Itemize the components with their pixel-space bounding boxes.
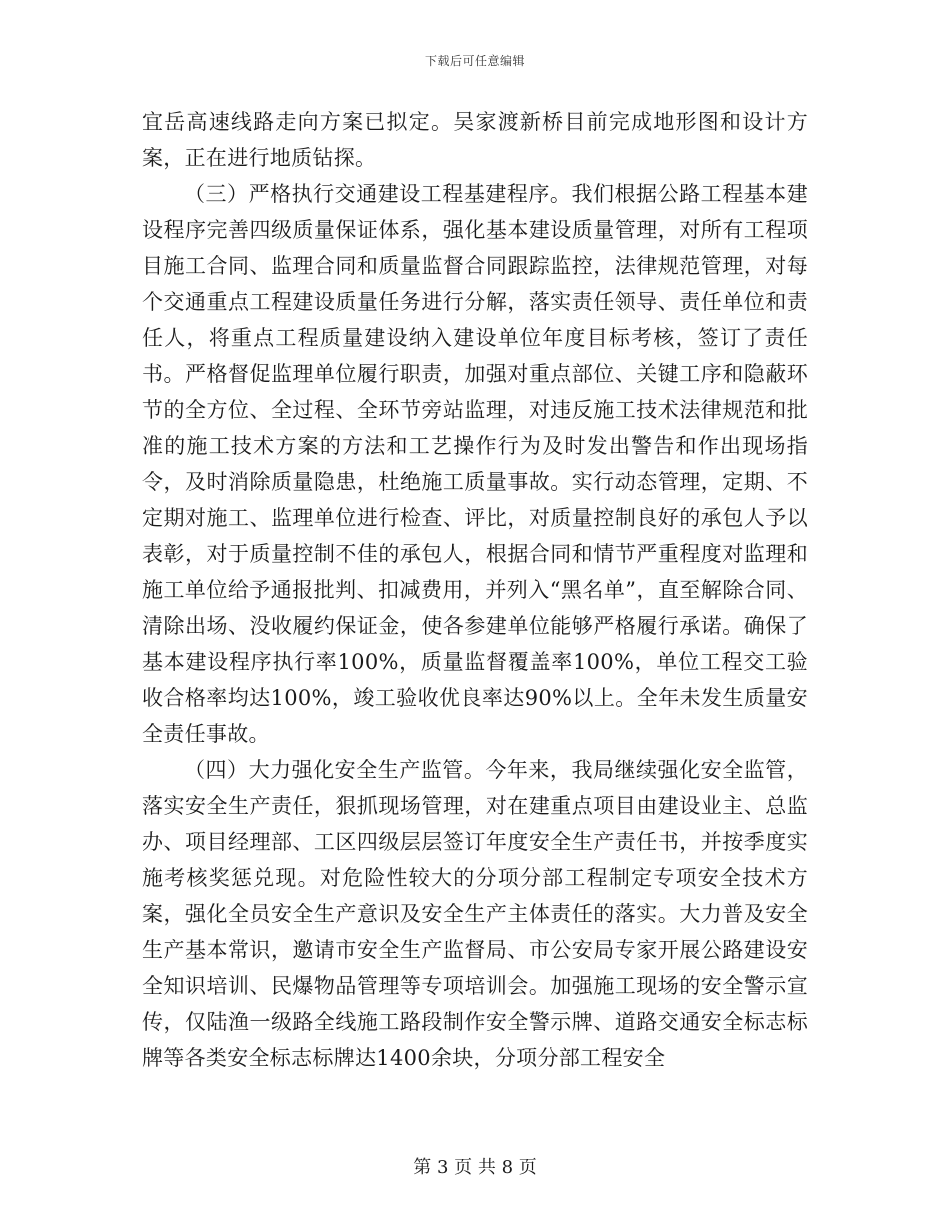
paragraph-section-three: （三）严格执行交通建设工程基建程序。我们根据公路工程基本建设程序完善四级质量保证体系，强化基本建设质量管理，对所有工程项目施工合同、监理合同和质量监督合同跟踪监控，法律规范管理，对每个交通重点工程建设质量任务进行分解，落实责任领导、责任单位和责任人，将重点工程质量建设纳入建设单位年度目标考核，签订了责任书。严格督促监理单位履行职责，加强对重点部位、关键工序和隐蔽环节的全方位、全过程、全环节旁站监理，对违反施工技术法律规范和批准的施工技术方案的方法和工艺操作行为及时发出警告和作出现场指令，及时消除质量隐患，杜绝施工质量事故。实行动态管理，定期、不定期对施工、监理单位进行检查、评比，对质量控制良好的承包人予以表彰，对于质量控制不佳的承包人，根据合同和情节严重程度对监理和施工单位给予通报批判、扣减费用，并列入“黑名单”，直至解除合同、清除出场、没收履约保证金，使各参建单位能够严格履行承诺。确保了基本建设程序执行率100%，质量监督覆盖率100%，单位工程交工验收合格率均达100%，竣工验收优良率达90%以上。全年未发生质量安全责任事故。 xyxy=(142,182,808,746)
document-body xyxy=(142,104,808,1076)
paragraph-continuation: 宜岳高速线路走向方案已拟定。吴家渡新桥目前完成地形图和设计方案，正在进行地质钻探。 xyxy=(142,110,808,170)
paragraph-section-four: （四）大力强化安全生产监管。今年来，我局继续强化安全监管，落实安全生产责任，狠抓现场管理，对在建重点项目由建设业主、总监办、项目经理部、工区四级层层签订年度安全生产责任书，并按季度实施考核奖惩兑现。对危险性较大的分项分部工程制定专项安全技术方案，强化全员安全生产意识及安全生产主体责任的落实。大力普及安全生产基本常识，邀请市安全生产监督局、市公安局专家开展公路建设安全知识培训、民爆物品管理等专项培训会。加强施工现场的安全警示宣传，仅陆渔一级路全线施工路段制作安全警示牌、道路交通安全标志标牌等各类安全标志标牌达1400余块，分项分部工程安全 xyxy=(142,758,808,1070)
page-header: 下载后可任意编辑 xyxy=(424,54,525,68)
page-footer: 第 3 页 共 8 页 xyxy=(413,1157,537,1178)
